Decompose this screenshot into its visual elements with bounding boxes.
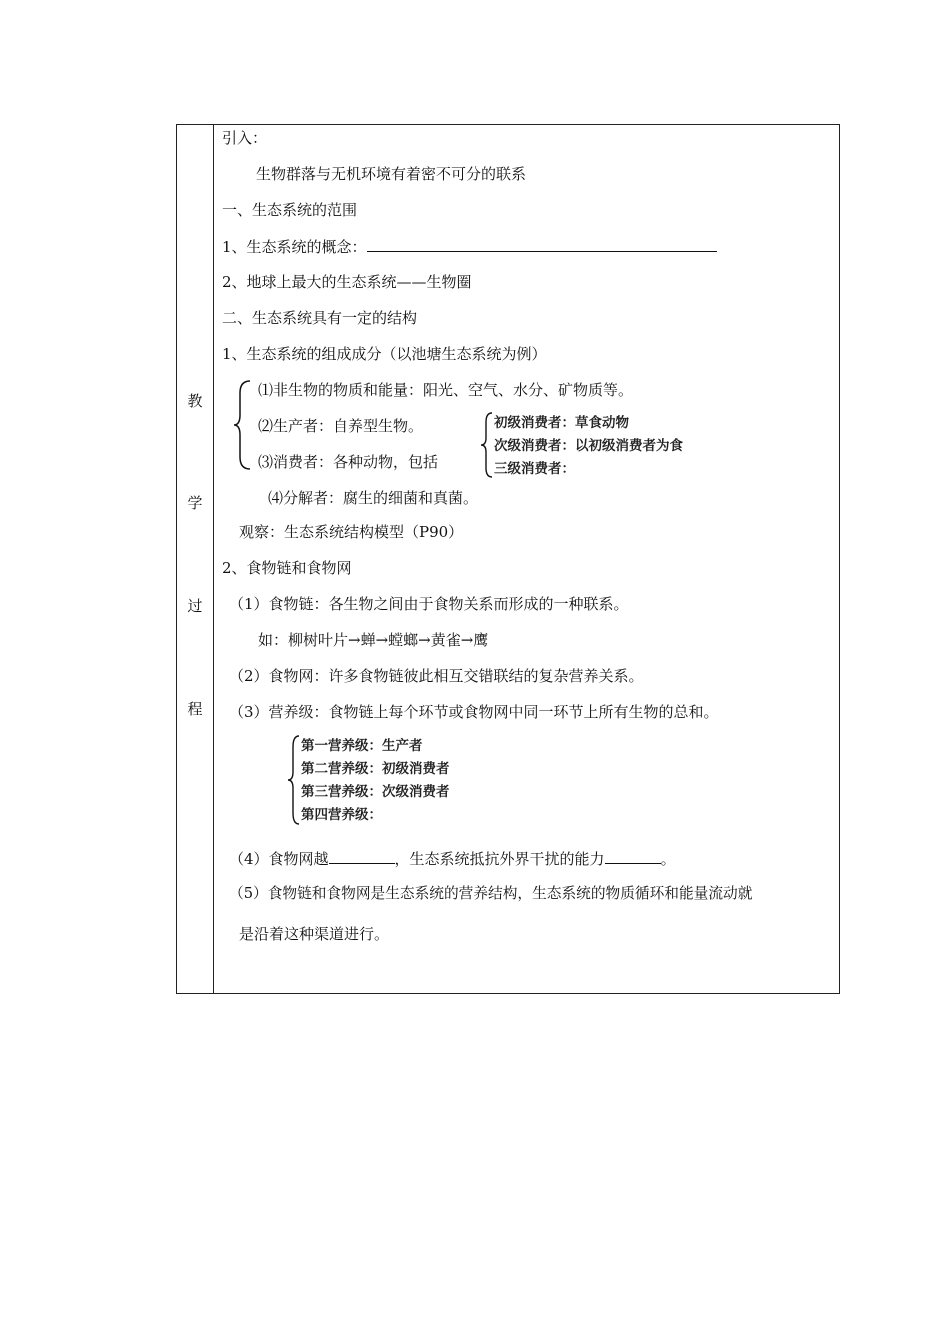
fill-text: 。 (660, 850, 676, 868)
column-divider (213, 125, 214, 993)
fill-text: （4）食物网越 (229, 850, 329, 868)
food-web-definition: （2）食物网：许多食物链彼此相互交错联结的复杂营养关系。 (229, 667, 644, 685)
consumers-brace (480, 412, 494, 478)
fill-text: ，生态系统抵抗外界干扰的能力 (394, 850, 605, 868)
biosphere-line: 2、地球上最大的生态系统——生物圈 (222, 273, 472, 291)
consumer-level: 三级消费者： (494, 461, 575, 477)
trophic-level: 第四营养级： (301, 807, 382, 823)
food-web-complexity-line (229, 848, 676, 869)
food-chain-example: 如：柳树叶片→蝉→螳螂→黄雀→鹰 (258, 631, 489, 649)
side-label-char: 教 (187, 392, 203, 410)
trophic-definition: （3）营养级：食物链上每个环节或食物网中同一环节上所有生物的总和。 (229, 703, 719, 721)
concept-label: 1、生态系统的概念： (222, 238, 367, 256)
component-item: ⑵生产者：自养型生物。 (258, 417, 424, 435)
food-chain-title: 2、食物链和食物网 (222, 559, 352, 577)
concept-blank (367, 236, 717, 252)
consumer-level: 次级消费者：以初级消费者为食 (494, 438, 683, 454)
component-item: ⑷分解者：腐生的细菌和真菌。 (268, 489, 479, 507)
trophic-level: 第三营养级：次级消费者 (301, 784, 450, 800)
observe-line: 观察：生态系统结构模型（P90） (239, 523, 464, 541)
structure-line: （5）食物链和食物网是生态系统的营养结构，生态系统的物质循环和能量流动就 (229, 885, 753, 902)
section-title: 一、生态系统的范围 (222, 201, 358, 219)
side-label-char: 学 (187, 494, 203, 512)
trophic-brace (287, 735, 301, 825)
consumer-level: 初级消费者：草食动物 (494, 415, 629, 431)
fill-blank (605, 848, 661, 864)
components-title: 1、生态系统的组成成分（以池塘生态系统为例） (222, 345, 547, 363)
trophic-level: 第一营养级：生产者 (301, 738, 423, 754)
components-brace (232, 379, 252, 471)
trophic-level: 第二营养级：初级消费者 (301, 761, 450, 777)
component-item: ⑴非生物的物质和能量：阳光、空气、水分、矿物质等。 (258, 381, 634, 399)
concept-line (222, 236, 717, 257)
intro-sentence: 生物群落与无机环境有着密不可分的联系 (256, 165, 527, 183)
food-chain-definition: （1）食物链：各生物之间由于食物关系而形成的一种联系。 (229, 595, 629, 613)
side-label-char: 程 (187, 700, 203, 718)
side-label-char: 过 (187, 597, 203, 615)
structure-line: 是沿着这种渠道进行。 (239, 925, 390, 943)
component-item: ⑶消费者：各种动物，包括 (258, 453, 439, 471)
intro-heading: 引入： (222, 129, 268, 147)
fill-blank (329, 848, 395, 864)
section-title: 二、生态系统具有一定的结构 (222, 309, 418, 327)
